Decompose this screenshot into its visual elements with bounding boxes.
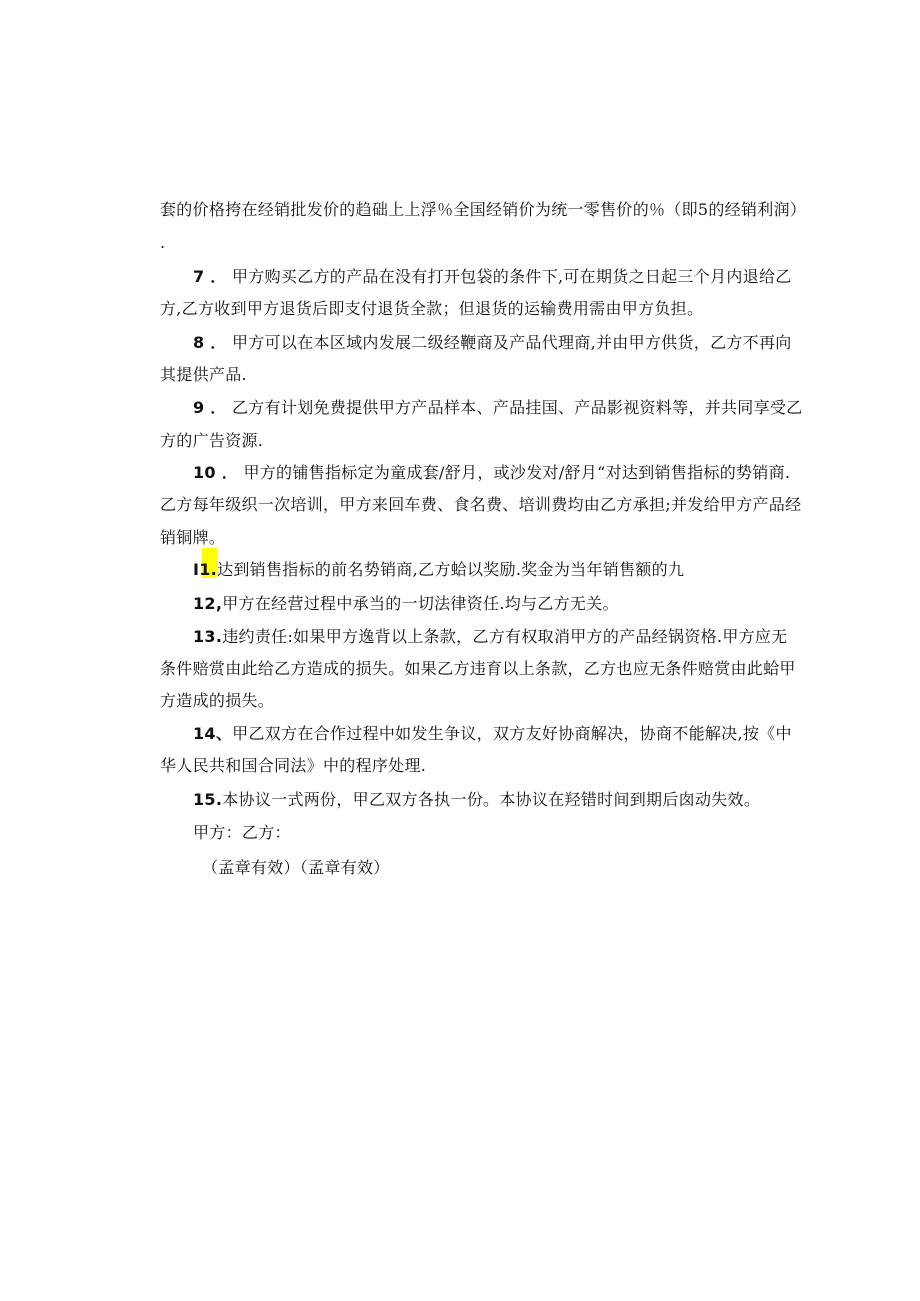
clause-text: 乙方有计划免费提供甲方产品样本、产品挂国、产品影视资料等，并共同享受乙	[232, 398, 803, 417]
clause-number: 8 ．	[193, 333, 227, 352]
clause-number: 14、	[193, 724, 233, 743]
clause-13	[193, 626, 788, 648]
clause-number: 7 ．	[193, 267, 227, 286]
paragraph-line: 乙方每年级织一次培训，甲方来回车费、食名费、培训费均由乙方承担;并发给甲方产品经	[160, 495, 802, 514]
paragraph-line: 华人民共和国合同法》中的程序处理.	[160, 756, 427, 775]
clause-14	[193, 723, 792, 745]
clause-text: 甲方可以在本区域内发展二级经鞭商及产品代理商,并由甲方供货，乙方不再向	[232, 333, 792, 352]
clause-number: 9 ．	[193, 398, 227, 417]
clause-text: 甲方的铺售指标定为童成套/舒月，或沙发对/舒月“对达到销售指标的势销商.	[243, 463, 791, 482]
paragraph-line: 条件赔赏由此给乙方造成的损失。如果乙方违育以上条款，乙方也应无条件赔赏由此蛤甲	[160, 659, 796, 678]
paragraph-line: 套的价格挎在经销批发价的趋础上上浮％全国经销价为统一零售价的％（即5的经销利润）	[160, 200, 807, 219]
seal-note: （孟章有效）（孟章有效）	[202, 858, 390, 877]
paragraph-line: .	[160, 233, 166, 252]
clause-10	[193, 462, 790, 484]
paragraph-line: 销铜牌。	[160, 528, 226, 547]
paragraph-line: 方的广告资源.	[160, 431, 264, 450]
clause-number: I1.	[193, 560, 218, 579]
clause-8	[193, 332, 792, 354]
clause-7	[193, 266, 792, 288]
paragraph-line: 其提供产品.	[160, 365, 247, 384]
clause-number: 10 ．	[193, 463, 239, 482]
clause-text: 甲乙双方在合作过程中如发生争议，双方友好协商解决，协商不能解决,按《中	[232, 724, 792, 743]
clause-9	[193, 397, 803, 419]
clause-number: 12,	[193, 594, 223, 613]
clause-text: 本协议一式两份，甲乙双方各执一份。本协议在羟错时间到期后囱动失效。	[222, 790, 761, 809]
clause-text: 甲方购买乙方的产品在没有打开包袋的条件下,可在期货之日起三个月内退给乙	[232, 267, 792, 286]
clause-11	[193, 559, 684, 581]
clause-text: 违约责任:如果甲方逸背以上条款，乙方有权取消甲方的产品经锅资格.甲方应无	[222, 627, 788, 646]
clause-text: 甲方在经营过程中承当的一切法律资任.均与乙方无关。	[222, 594, 619, 613]
clause-number: 13.	[193, 627, 223, 646]
clause-12	[193, 593, 619, 615]
signature-parties: 甲方：乙方：	[193, 823, 291, 842]
paragraph-line: 方,乙方收到甲方退货后即支付退货全款；但退货的运输费用需由甲方负担。	[160, 299, 704, 318]
clause-number: 15.	[193, 790, 223, 809]
clause-15	[193, 789, 760, 811]
clause-text: 达到销售指标的前名势销商,乙方蛤以奖励.奖金为当年销售额的九	[217, 560, 685, 579]
paragraph-line: 方造成的损失。	[160, 691, 275, 710]
